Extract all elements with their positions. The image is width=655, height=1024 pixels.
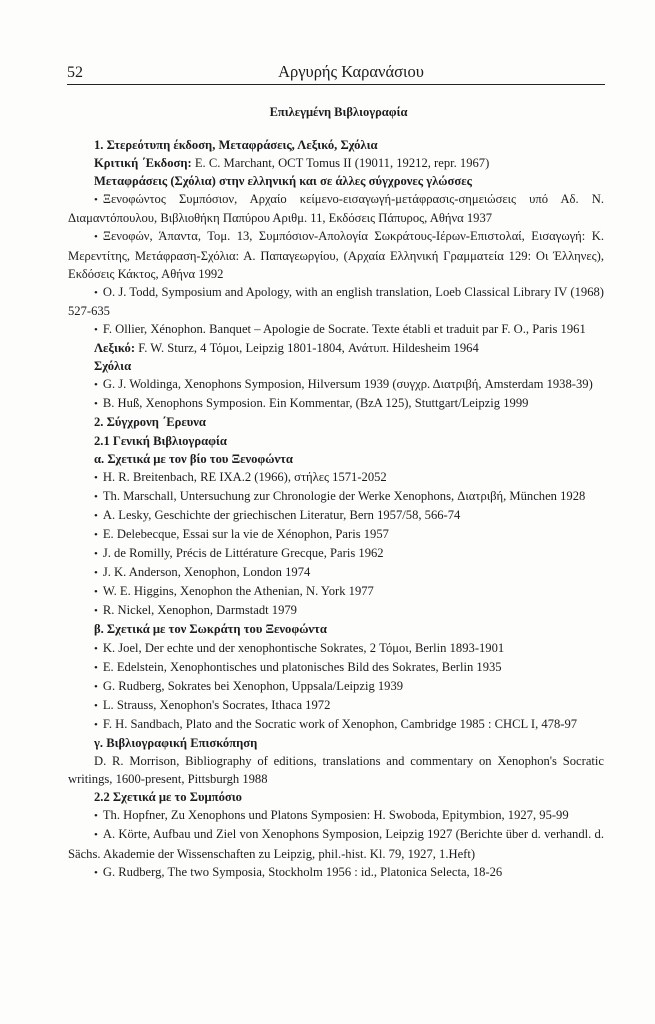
bibliography-body xyxy=(68,136,604,882)
alpha-heading: α. Σχετικά με τον βίο του Ξενοφώντα xyxy=(94,451,293,466)
gamma-heading: γ. Βιβλιογραφική Επισκόπηση xyxy=(94,736,258,750)
bib-entry: • Th. Hopfner, Zu Xenophons und Platons Symposien: H. Swoboda, Epitymbion, 1927, 95-99 xyxy=(68,806,604,825)
bib-entry: • O. J. Todd, Symposium and Apology, with an english translation, Loeb Classical Library IV (1968) 527-635 xyxy=(68,283,604,320)
page-number: 52 xyxy=(67,64,83,81)
bib-entry: • L. Strauss, Xenophon's Socrates, Ithaca 1972 xyxy=(68,696,604,715)
bib-entry: • F. Ollier, Xénophon. Banquet – Apologie de Socrate. Texte établi et traduit par F. O., Paris 1961 xyxy=(68,320,604,339)
bib-entry: • J. de Romilly, Précis de Littérature Grecque, Paris 1962 xyxy=(68,544,604,563)
lexicon-label: Λεξικό: xyxy=(94,341,136,356)
bib-entry: • Ξενοφών, Άπαντα, Τομ. 13, Συμπόσιον-Απολογία Σωκράτους-Ιέρων-Επιστολαί, Εισαγωγή: Κ. Μερεντίτης, Μετάφραση-Σχόλια: Α. Παπαγεωργίου, (Αρχαία Ελληνική Γραμματεία 129: Οι Έλληνες), Εκδόσεις Κάκτος, Αθήνα 1992 xyxy=(68,227,604,282)
lexicon xyxy=(68,339,604,357)
bib-entry: • G. J. Woldinga, Xenophons Symposion, Hilversum 1939 (συγχρ. Διατριβή, Amsterdam 1938-39) xyxy=(68,375,604,394)
running-header xyxy=(67,60,605,85)
bib-entry: • F. H. Sandbach, Plato and the Socratic work of Xenophon, Cambridge 1985 : CHCL I, 478-97 xyxy=(68,715,604,734)
bib-entry: • H. R. Breitenbach, RE IXA.2 (1966), στήλες 1571-2052 xyxy=(68,468,604,487)
bib-entry: • E. Delebecque, Essai sur la vie de Xénophon, Paris 1957 xyxy=(68,525,604,544)
section-2-heading: 2. Σύγχρονη ΄Ερευνα xyxy=(94,415,206,430)
beta-heading: β. Σχετικά με τον Σωκράτη του Ξενοφώντα xyxy=(94,622,327,637)
bib-entry: • A. Körte, Aufbau und Ziel von Xenophons Symposion, Leipzig 1927 (Berichte über d. verhandl. d. Sächs. Akademie der Wissenschaften zu Leipzig, phil.-hist. Kl. 79, 1927, 1.Heft) xyxy=(68,825,604,862)
bib-entry: • E. Edelstein, Xenophontisches und platonisches Bild des Sokrates, Berlin 1935 xyxy=(68,658,604,677)
critical-edition-text: E. C. Marchant, OCT Tomus II (19011, 19212, repr. 1967) xyxy=(191,156,490,171)
bib-entry: D. R. Morrison, Bibliography of editions, translations and commentary on Xenophon's Socratic writings, 1600-present, Pittsburgh 1988 xyxy=(68,754,604,787)
bib-entry: • B. Huß, Xenophons Symposion. Ein Kommentar, (BzA 125), Stuttgart/Leipzig 1999 xyxy=(68,394,604,413)
section-1-heading: 1. Στερεότυπη έκδοση, Μεταφράσεις, Λεξικό, Σχόλια xyxy=(94,138,378,152)
bib-entry: • Ξενοφώντος Συμπόσιον, Αρχαίο κείμενο-εισαγωγή-μετάφρασις-σημειώσεις υπό Αδ. Ν. Διαμαντόπουλου, Βιβλιοθήκη Παπύρου Αριθμ. 11, Εκδόσεις Πάπυρος, Αθήνα 1937 xyxy=(68,190,604,227)
bib-entry: • Th. Marschall, Untersuchung zur Chronologie der Werke Xenophons, Διατριβή, München 1928 xyxy=(68,487,604,506)
lexicon-text: F. W. Sturz, 4 Τόμοι, Leipzig 1801-1804, Ανάτυπ. Hildesheim 1964 xyxy=(135,341,479,356)
bib-entry: • G. Rudberg, The two Symposia, Stockholm 1956 : id., Platonica Selecta, 18-26 xyxy=(68,863,604,882)
translations-heading: Μεταφράσεις (Σχόλια) στην ελληνική και σε άλλες σύγχρονες γλώσσες xyxy=(94,174,472,189)
critical-edition xyxy=(68,154,604,172)
critical-edition-label: Κριτική ΄Εκδοση: xyxy=(94,156,192,171)
bib-entry: • G. Rudberg, Sokrates bei Xenophon, Uppsala/Leipzig 1939 xyxy=(68,677,604,696)
page-title: Επιλεγμένη Βιβλιογραφία xyxy=(269,105,408,119)
bib-entry: • W. E. Higgins, Xenophon the Athenian, N. York 1977 xyxy=(68,582,604,601)
bib-entry: • K. Joel, Der echte und der xenophontische Sokrates, 2 Τόμοι, Berlin 1893-1901 xyxy=(68,639,604,658)
bib-entry: • J. K. Anderson, Xenophon, London 1974 xyxy=(68,563,604,582)
subsection-2-1-heading: 2.1 Γενική Βιβλιογραφία xyxy=(94,433,227,448)
scholia-heading: Σχόλια xyxy=(94,359,132,374)
bib-entry: • R. Nickel, Xenophon, Darmstadt 1979 xyxy=(68,601,604,620)
subsection-2-2-heading: 2.2 Σχετικά με το Συμπόσιο xyxy=(94,790,242,805)
running-title: Αργυρής Καρανάσιου xyxy=(278,62,424,81)
bib-entry: • A. Lesky, Geschichte der griechischen Literatur, Bern 1957/58, 566-74 xyxy=(68,506,604,525)
